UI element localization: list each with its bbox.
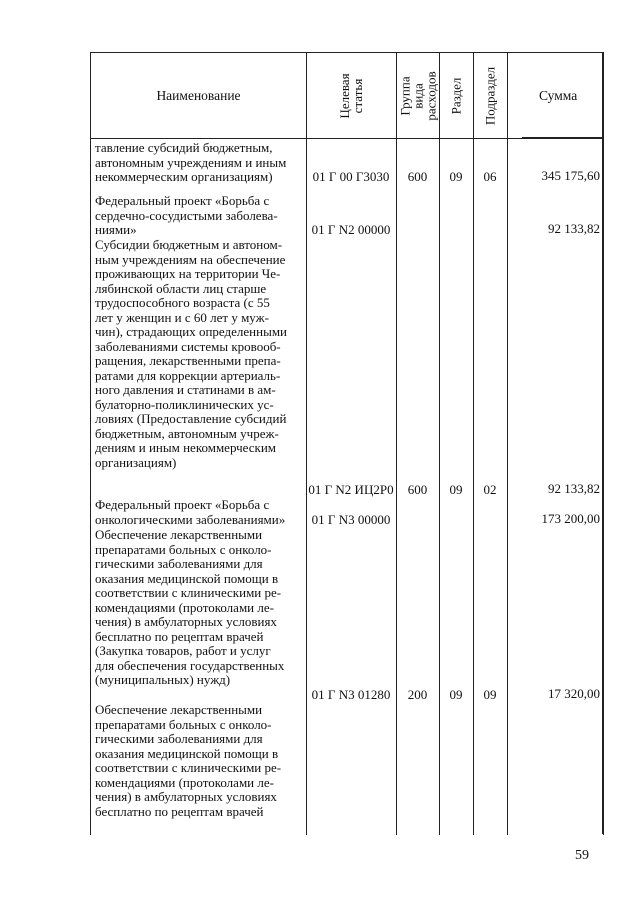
row-name: Федеральный проект «Борьба с онкологическими заболеваниями»	[95, 497, 286, 527]
row-code: 01 Г 00 Г3030	[312, 169, 390, 184]
row-code: 01 Г N2 ИЦ2Р0	[308, 482, 394, 497]
header-amount-label: Сумма	[539, 87, 578, 103]
row-name: Обеспечение лекарственными препаратами больных с онколо- гическими заболеваниями для оказания медицинской помощи в соответствии с клиническими ре- комендациями (протоколами ле- чения) в амбулаторных условиях бесплатно по рецептам врачей (Закупка товаров, работ и услуг для обеспечения государственных (муниципальных) нужд)	[95, 527, 285, 687]
row-subsection: 06	[483, 169, 497, 184]
row-amount: 17 320,00	[548, 686, 600, 701]
row-name: Субсидии бюджетным и автоном- ным учреждениям на обеспечение проживающих на территории Че- лябинской области лиц старше трудоспособного возраста (с 55 лет у женщин и с 60 лет у муж- чин), страдающих определенными заболеваниями системы кровооб- ращения, лекарственными препа- ратами для коррекции артериаль- ного давления и статинами в ам- булаторно-поликлинических ус- ловиях (Предоставление субсидий бюджетным, автономным учреж- дениям и иным некоммерческим организациям)	[95, 237, 288, 470]
row-section: 09	[449, 482, 463, 497]
row-group: 200	[407, 687, 428, 702]
row-code: 01 Г N3 01280	[311, 687, 391, 702]
row-code: 01 Г N3 00000	[311, 512, 391, 527]
table-right-border	[602, 52, 603, 834]
row-amount: 92 133,82	[548, 481, 600, 496]
header-section-label: Раздел	[448, 77, 464, 114]
row-name: Федеральный проект «Борьба с сердечно-сосудистыми заболева- ниями»	[95, 193, 278, 237]
row-name: Обеспечение лекарственными препаратами больных с онколо- гическими заболеваниями для оказания медицинской помощи в соответствии с клиническими ре- комендациями (протоколами ле- чения) в амбулаторных условиях бесплатно по рецептам врачей	[95, 702, 282, 819]
header-target-article	[306, 53, 396, 138]
row-amount: 173 200,00	[541, 511, 600, 526]
row-section: 09	[449, 687, 463, 702]
header-divider-extension	[522, 137, 602, 138]
amount-column	[416, 0, 600, 905]
row-subsection: 02	[483, 482, 497, 497]
row-amount: 345 175,60	[541, 168, 600, 183]
header-target-article-label: Целевая статья	[337, 72, 365, 119]
row-amount: 92 133,82	[548, 221, 600, 236]
header-subsection-label: Подраздел	[482, 66, 498, 125]
row-name: тавление субсидий бюджетным, автономным учреждениям и иным некоммерческим организациям)	[95, 140, 287, 184]
page-number: 59	[575, 848, 589, 863]
row-subsection: 09	[483, 687, 497, 702]
row-code: 01 Г N2 00000	[311, 222, 391, 237]
header-name-label: Наименование	[156, 87, 241, 103]
header-name	[91, 53, 306, 138]
row-section: 09	[449, 169, 463, 184]
row-group: 600	[407, 169, 428, 184]
header-expense-group-label: Группа вида расходов	[397, 70, 438, 121]
table-top-border-extension	[522, 52, 602, 53]
row-group: 600	[407, 482, 428, 497]
